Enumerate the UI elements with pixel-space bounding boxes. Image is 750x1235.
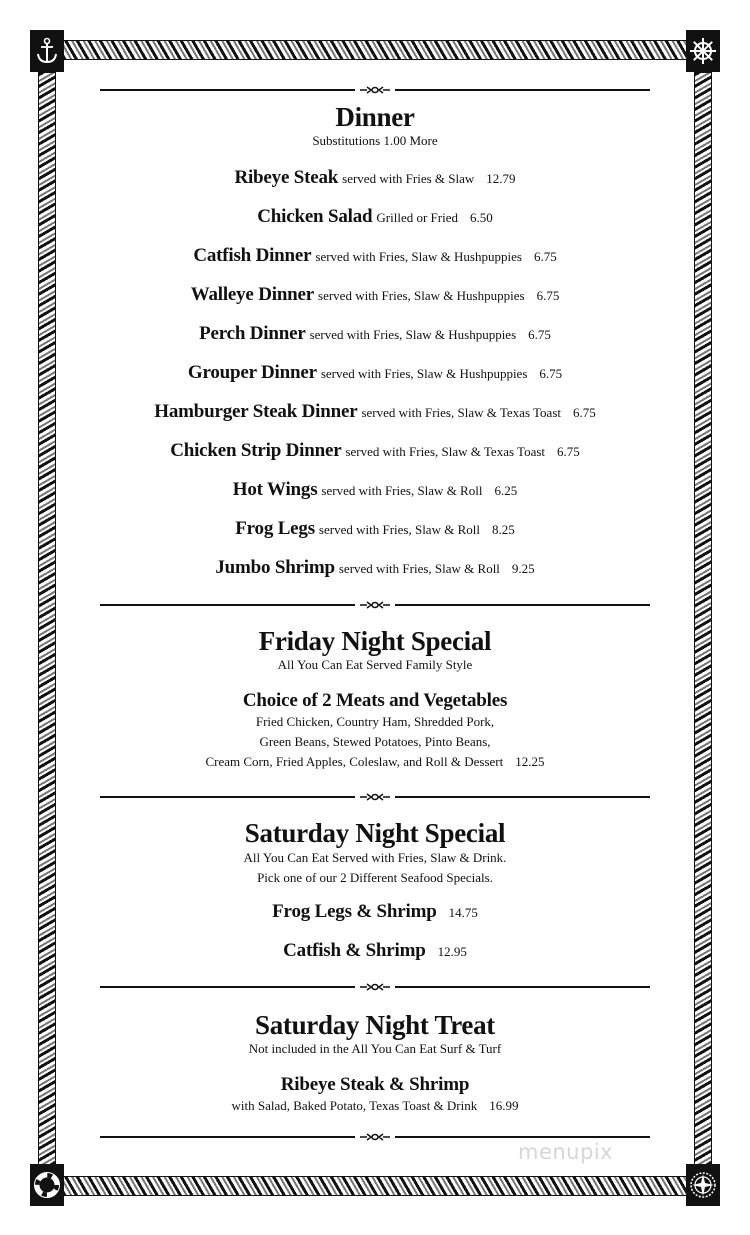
menu-item-description: served with Fries, Slaw & Roll: [321, 483, 483, 498]
menu-item-name: Catfish & Shrimp: [283, 940, 426, 961]
menu-item-description: served with Fries & Slaw: [342, 171, 475, 186]
rope-border-right: [694, 72, 712, 1166]
menu-item-price: 12.95: [437, 944, 467, 959]
ship-wheel-icon: [686, 30, 720, 72]
compass-rose-icon: [686, 1164, 720, 1206]
menu-item-description: served with Fries, Slaw & Texas Toast: [345, 444, 546, 459]
dinner-item-list: [60, 168, 690, 597]
menu-item: [60, 558, 690, 597]
friday-line-3-text: Cream Corn, Fried Apples, Coleslaw, and Roll & Dessert: [205, 754, 504, 769]
saturday-treat-item-desc: with Salad, Baked Potato, Texas Toast & Drink: [231, 1098, 478, 1113]
rope-border-left: [38, 72, 56, 1166]
anchor-icon: [30, 30, 64, 72]
menu-item-name: Grouper Dinner: [187, 362, 317, 383]
menu-item: [60, 480, 690, 519]
menu-item-price: 6.25: [494, 483, 518, 498]
menu-item: [60, 246, 690, 285]
menu-item: [60, 363, 690, 402]
menu-item-price: 6.75: [539, 366, 563, 381]
menu-item-name: Ribeye Steak: [234, 167, 339, 188]
menu-item-description: Grilled or Fried: [376, 210, 458, 225]
menu-item-price: 8.25: [491, 522, 515, 537]
menu-item-name: Chicken Strip Dinner: [170, 440, 342, 461]
friday-line-1: Fried Chicken, Country Ham, Shredded Pork,: [255, 714, 495, 729]
menu-item-name: Catfish Dinner: [193, 245, 312, 266]
friday-line-3: [60, 752, 690, 772]
divider-after-friday: [100, 792, 650, 802]
menu-item-price: 6.75: [557, 444, 580, 459]
saturday-treat-item-name: Ribeye Steak & Shrimp: [280, 1074, 470, 1095]
saturday-treat-section: [60, 1010, 690, 1116]
friday-line-2: Green Beans, Stewed Potatoes, Pinto Beans,: [259, 734, 491, 749]
menu-item-price: 6.75: [528, 327, 551, 342]
dinner-title: Dinner: [335, 102, 415, 132]
saturday-treat-subtitle: Not included in the All You Can Eat Surf & Turf: [248, 1041, 502, 1056]
menu-item-description: served with Fries, Slaw & Texas Toast: [361, 405, 561, 420]
menu-item-description: served with Fries, Slaw & Roll: [338, 561, 500, 576]
menu-item: [60, 519, 690, 558]
menu-item-name: Hamburger Steak Dinner: [154, 401, 358, 422]
divider-top: [100, 85, 650, 95]
saturday-treat-title: Saturday Night Treat: [254, 1010, 496, 1040]
menu-item-price: 6.75: [573, 405, 596, 420]
menu-item-name: Hot Wings: [232, 479, 318, 500]
menu-item-description: served with Fries, Slaw & Hushpuppies: [309, 327, 517, 342]
menu-item-price: 6.75: [533, 249, 557, 264]
menupix-watermark: menupix: [518, 1140, 614, 1164]
saturday-special-subtitle-2: Pick one of our 2 Different Seafood Specials.: [257, 870, 493, 885]
divider-after-dinner: [100, 600, 650, 610]
menu-item-description: served with Fries, Slaw & Hushpuppies: [320, 366, 528, 381]
dinner-section: [60, 102, 690, 597]
rope-border-top: [62, 40, 688, 60]
menu-item-price: 6.75: [536, 288, 560, 303]
saturday-treat-price: 16.99: [489, 1098, 519, 1113]
friday-heading: Choice of 2 Meats and Vegetables: [242, 690, 508, 711]
menu-item-description: served with Fries, Slaw & Roll: [318, 522, 480, 537]
menu-item-price: 12.79: [486, 171, 516, 186]
menu-item-price: 6.50: [469, 210, 493, 225]
menu-item-name: Walleye Dinner: [190, 284, 315, 305]
menu-item: [60, 285, 690, 324]
menu-item-name: Frog Legs: [235, 518, 315, 539]
rope-border-bottom: [62, 1176, 688, 1196]
saturday-treat-item-line: [60, 1096, 690, 1116]
divider-after-saturday-special: [100, 982, 650, 992]
menu-item-name: Perch Dinner: [199, 323, 306, 344]
menu-item-description: served with Fries, Slaw & Hushpuppies: [318, 288, 525, 303]
menu-item: [60, 207, 690, 246]
friday-subtitle: All You Can Eat Served Family Style: [277, 657, 473, 672]
dinner-substitutions-note: Substitutions 1.00 More: [312, 133, 438, 148]
saturday-special-section: [60, 818, 690, 980]
menu-item: [60, 441, 690, 480]
friday-section: [60, 626, 690, 772]
menu-item: [60, 941, 690, 980]
life-ring-icon: [30, 1164, 64, 1206]
friday-price: 12.25: [515, 754, 545, 769]
friday-title: Friday Night Special: [258, 626, 492, 656]
menu-item-name: Jumbo Shrimp: [215, 557, 335, 578]
saturday-special-subtitle-1: All You Can Eat Served with Fries, Slaw & Drink.: [243, 850, 507, 865]
saturday-special-title: Saturday Night Special: [244, 818, 506, 848]
menu-item-name: Frog Legs & Shrimp: [272, 901, 437, 922]
menu-item-name: Chicken Salad: [257, 206, 373, 227]
menu-item: [60, 168, 690, 207]
menu-item: [60, 402, 690, 441]
menu-item: [60, 324, 690, 363]
saturday-special-item-list: [60, 902, 690, 980]
menu-item-price: 9.25: [511, 561, 535, 576]
menu-item: [60, 902, 690, 941]
menu-item-description: served with Fries, Slaw & Hushpuppies: [315, 249, 522, 264]
menu-item-price: 14.75: [448, 905, 478, 920]
